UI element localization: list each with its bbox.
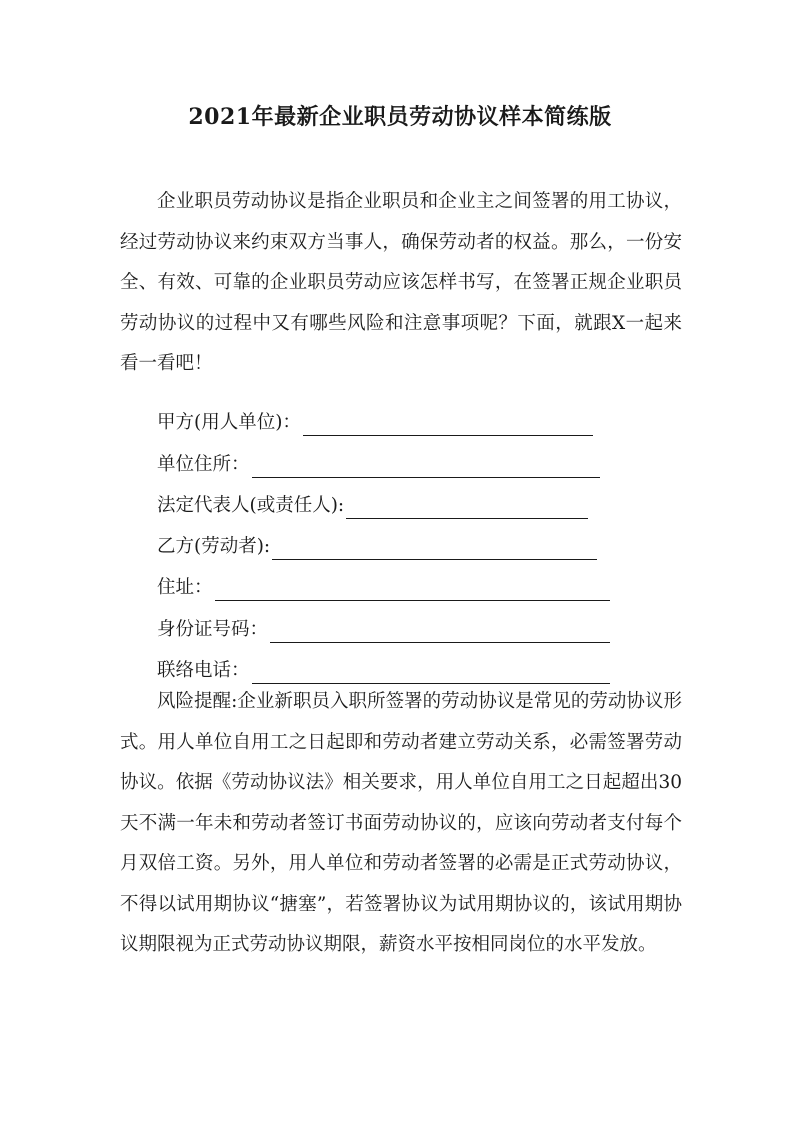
unit-address-field [157,438,600,478]
legal-rep-field [157,479,588,519]
party-b-label: 乙方(劳动者): [157,536,271,557]
phone-label: 联络电话： [157,660,250,681]
unit-address-blank [252,455,600,478]
party-a-field [157,396,593,436]
phone-blank [252,661,610,684]
legal-rep-blank [346,496,588,519]
unit-address-label: 单位住所： [157,454,250,475]
phone-field [157,644,610,684]
id-number-blank [270,620,610,643]
id-number-label: 身份证号码： [157,619,269,640]
party-a-label: 甲方(用人单位)： [157,412,301,433]
document-title: 2021年最新企业职员劳动协议样本简练版 [188,104,612,130]
party-a-blank [303,413,593,436]
id-number-field [157,603,610,643]
address-label: 住址： [157,577,213,598]
address-field [157,561,610,601]
party-b-field [157,520,597,560]
risk-note-paragraph: 风险提醒:企业新职员入职所签署的劳动协议是常见的劳动协议形式。用人单位自用工之日起即和劳动者建立劳动关系，必需签署劳动协议。依据《劳动协议法》相关要求，用人单位自用工之日起超出30天不满一年未和劳动者签订书面劳动协议的，应该向劳动者支付每个月双倍工资。另外，用人单位和劳动者签署的必需是正式劳动协议，不得以试用期协议“搪塞”，若签署协议为试用期协议的，该试用期协议期限视为正式劳动协议期限，薪资水平按相同岗位的水平发放。 [120,691,682,955]
party-b-blank [272,537,597,560]
address-blank [215,578,610,601]
intro-paragraph: 企业职员劳动协议是指企业职员和企业主之间签署的用工协议，经过劳动协议来约束双方当事人，确保劳动者的权益。那么，一份安全、有效、可靠的企业职员劳动应该怎样书写，在签署正规企业职员劳动协议的过程中又有哪些风险和注意事项呢？下面，就跟X一起来看一看吧！ [120,191,682,374]
legal-rep-label: 法定代表人(或责任人): [157,495,345,516]
